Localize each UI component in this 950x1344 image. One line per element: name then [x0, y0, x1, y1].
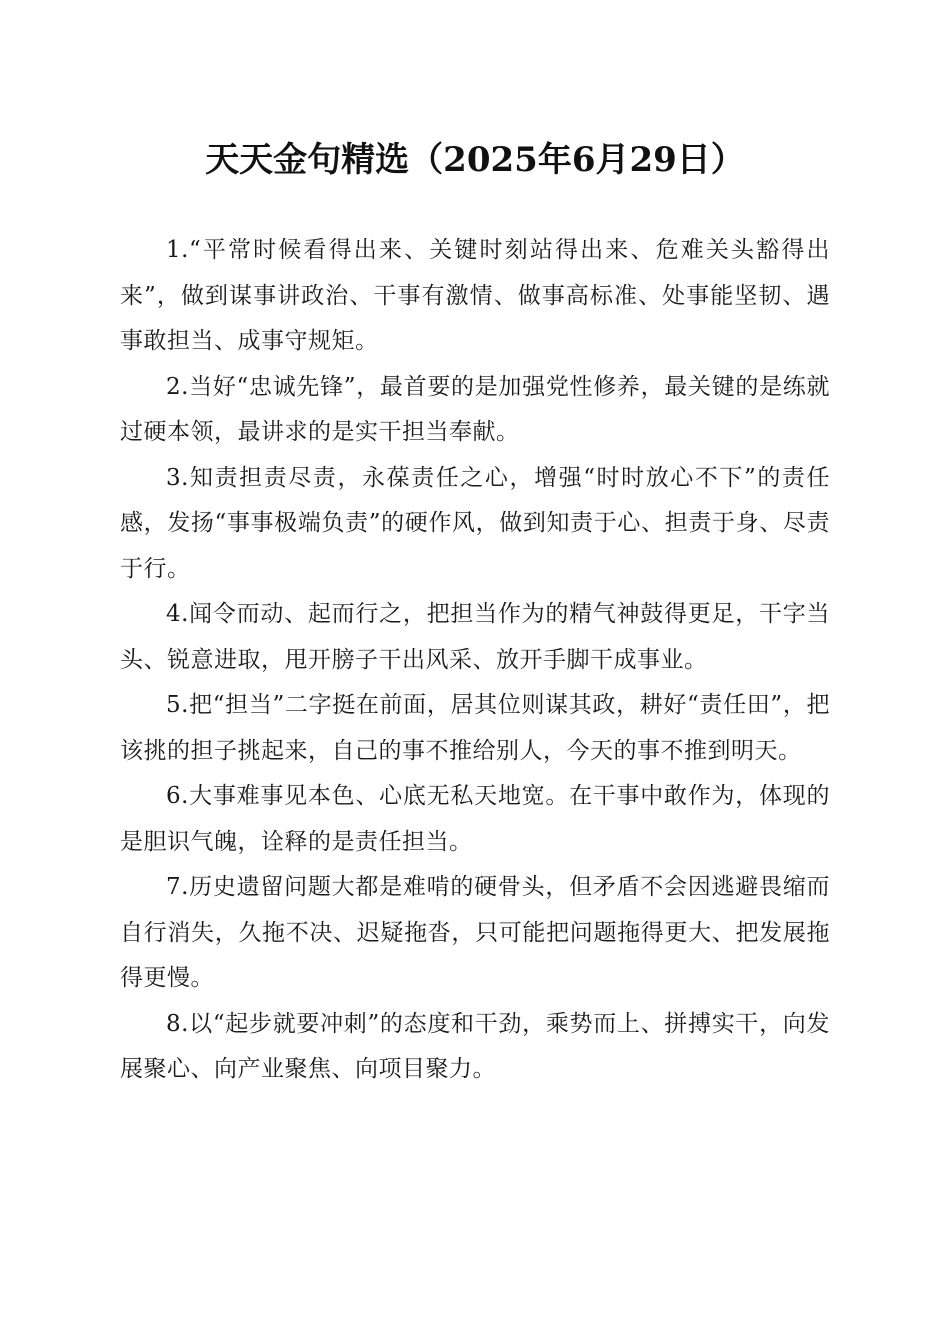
quote-paragraph-5: 5.把“担当”二字挺在前面，居其位则谋其政，耕好“责任田”，把该挑的担子挑起来，自己的事不推给别人，今天的事不推到明天。	[120, 692, 830, 764]
quote-paragraph-3: 3.知责担责尽责，永葆责任之心，增强“时时放心不下”的责任感，发扬“事事极端负责”的硬作风，做到知责于心、担责于身、尽责于行。	[120, 464, 830, 582]
quote-paragraph-1: 1.“平常时候看得出来、关键时刻站得出来、危难关头豁得出来”，做到谋事讲政治、干事有激情、做事高标准、处事能坚韧、遇事敢担当、成事守规矩。	[120, 237, 830, 354]
quote-paragraph-2: 2.当好“忠诚先锋”，最首要的是加强党性修养，最关键的是练就过硬本领，最讲求的是实干担当奉献。	[120, 373, 830, 445]
quote-paragraph-8: 8.以“起步就要冲刺”的态度和干劲，乘势而上、拼搏实干，向发展聚心、向产业聚焦、向项目聚力。	[120, 1010, 830, 1082]
quote-paragraph-6: 6.大事难事见本色、心底无私天地宽。在干事中敢作为，体现的是胆识气魄，诠释的是责任担当。	[120, 783, 830, 855]
quote-paragraph-4: 4.闻令而动、起而行之，把担当作为的精气神鼓得更足，干字当头、锐意进取，甩开膀子干出风采、放开手脚干成事业。	[120, 601, 830, 673]
quote-paragraph-7: 7.历史遗留问题大都是难啃的硬骨头，但矛盾不会因逃避畏缩而自行消失，久拖不决、迟疑拖沓，只可能把问题拖得更大、把发展拖得更慢。	[120, 874, 830, 991]
document-body	[120, 228, 830, 1093]
document-title: 天天金句精选（2025年6月29日）	[205, 140, 745, 180]
